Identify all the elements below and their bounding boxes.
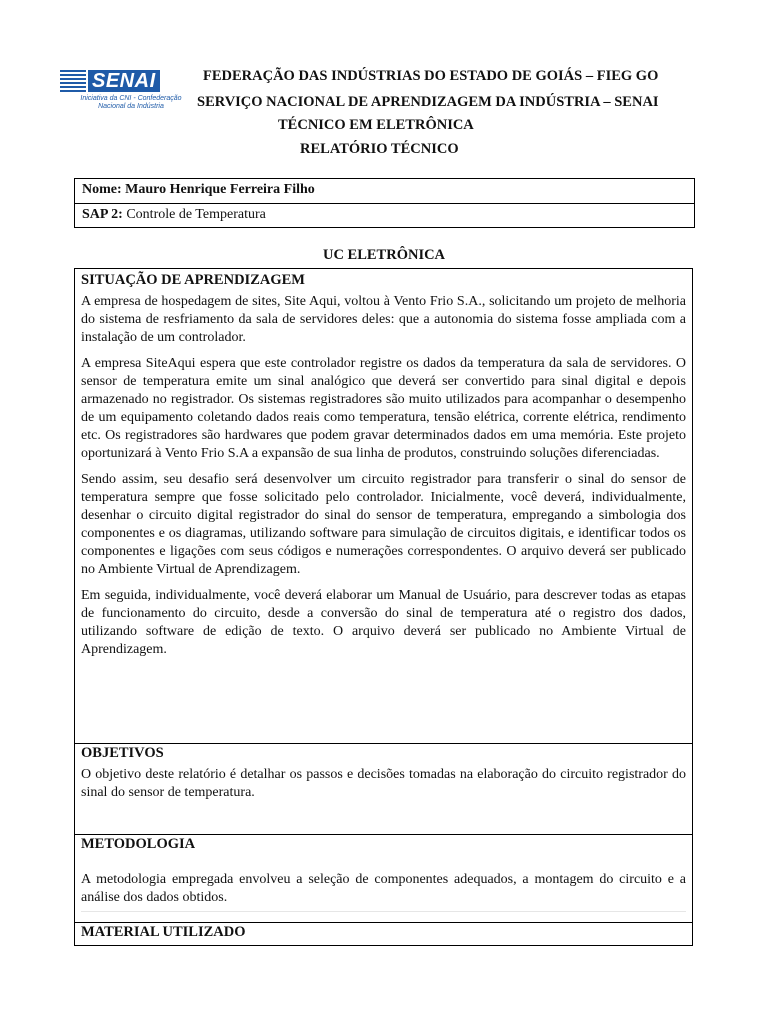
uc-title: UC ELETRÔNICA bbox=[322, 247, 446, 263]
section-situacao bbox=[75, 269, 692, 743]
section-title: SITUAÇÃO DE APRENDIZAGEM bbox=[81, 272, 305, 288]
paragraph: O objetivo deste relatório é detalhar os passos e decisões tomadas na elaboração do circuito registrador do sinal do sensor de temperatura. bbox=[81, 767, 686, 800]
logo-wordmark: SENAI bbox=[88, 70, 160, 92]
sap-value: Controle de Temperatura bbox=[126, 207, 266, 222]
content-table bbox=[74, 268, 693, 946]
sap-row bbox=[75, 203, 694, 227]
logo-tagline: Iniciativa da CNI - Confederação Nacional da Indústria bbox=[80, 95, 182, 110]
paragraph: Em seguida, individualmente, você deverá elaborar um Manual de Usuário, para descrever todas as etapas de funcionamento do circuito, desde a conversão do sinal de temperatura até o registro dos dados, utilizando software de edição de texto. O arquivo deverá ser publicado no Ambiente Virtual de Aprendizagem. bbox=[81, 588, 686, 657]
senai-logo bbox=[60, 69, 185, 111]
header-service: SERVIÇO NACIONAL DE APRENDIZAGEM DA INDÚSTRIA – SENAI bbox=[197, 94, 659, 110]
sap-label: SAP 2: bbox=[82, 207, 123, 222]
section-title: METODOLOGIA bbox=[81, 836, 196, 852]
name-label: Nome: Mauro Henrique Ferreira Filho bbox=[82, 182, 315, 197]
paragraph: A empresa de hospedagem de sites, Site Aqui, voltou à Vento Frio S.A., solicitando um projeto de melhoria do sistema de resfriamento da sala de servidores deles: que a autonomia do sistema fosse ampliada com a instalação de um controlador. bbox=[81, 294, 686, 345]
header-course: TÉCNICO EM ELETRÔNICA bbox=[278, 117, 474, 133]
paragraph: A metodologia empregada envolveu a seleção de componentes adequados, a montagem do circuito e a análise dos dados obtidos. bbox=[81, 872, 686, 905]
section-objetivos bbox=[75, 743, 692, 834]
section-material bbox=[75, 922, 692, 945]
section-title: OBJETIVOS bbox=[81, 745, 164, 761]
divider bbox=[81, 911, 686, 912]
paragraph: A empresa SiteAqui espera que este controlador registre os dados da temperatura da sala de servidores. O sensor de temperatura emite um sinal analógico que deverá ser convertido para sinal digital e depois armazenado no registrador. Os sistemas registradores são muito utilizados para acompanhar o desempenho de um equipamento coletando dados reais como temperatura, tensão elétrica, corrente elétrica, rendimento etc. Os registradores são hardwares que podem gravar determinados dados em uma memória. Este projeto oportunizará à Vento Frio S.A a expansão de sua linha de produtos, construindo soluções diferenciadas. bbox=[81, 356, 686, 461]
header-federation: FEDERAÇÃO DAS INDÚSTRIAS DO ESTADO DE GOIÁS – FIEG GO bbox=[203, 68, 659, 84]
section-title: MATERIAL UTILIZADO bbox=[81, 924, 246, 940]
logo-stripes-icon bbox=[60, 70, 86, 92]
identification-table bbox=[74, 178, 695, 228]
senai-logo-mark bbox=[60, 69, 185, 93]
paragraph: Sendo assim, seu desafio será desenvolver um circuito registrador para transferir o sinal do sensor de temperatura sempre que fosse solicitado pelo controlador. Inicialmente, você deverá, individualmente, desenhar o circuito digital registrador do sinal do sensor de temperatura, empregando a simbologia dos componentes e os diagramas, utilizando software para simulação de circuitos digitais, e identificar todos os componentes e ligações com seus códigos e numerações correspondentes. O arquivo deverá ser publicado no Ambiente Virtual de Aprendizagem. bbox=[81, 472, 686, 577]
section-metodologia bbox=[75, 834, 692, 922]
header-report-title: RELATÓRIO TÉCNICO bbox=[300, 141, 459, 157]
name-row bbox=[75, 179, 694, 203]
